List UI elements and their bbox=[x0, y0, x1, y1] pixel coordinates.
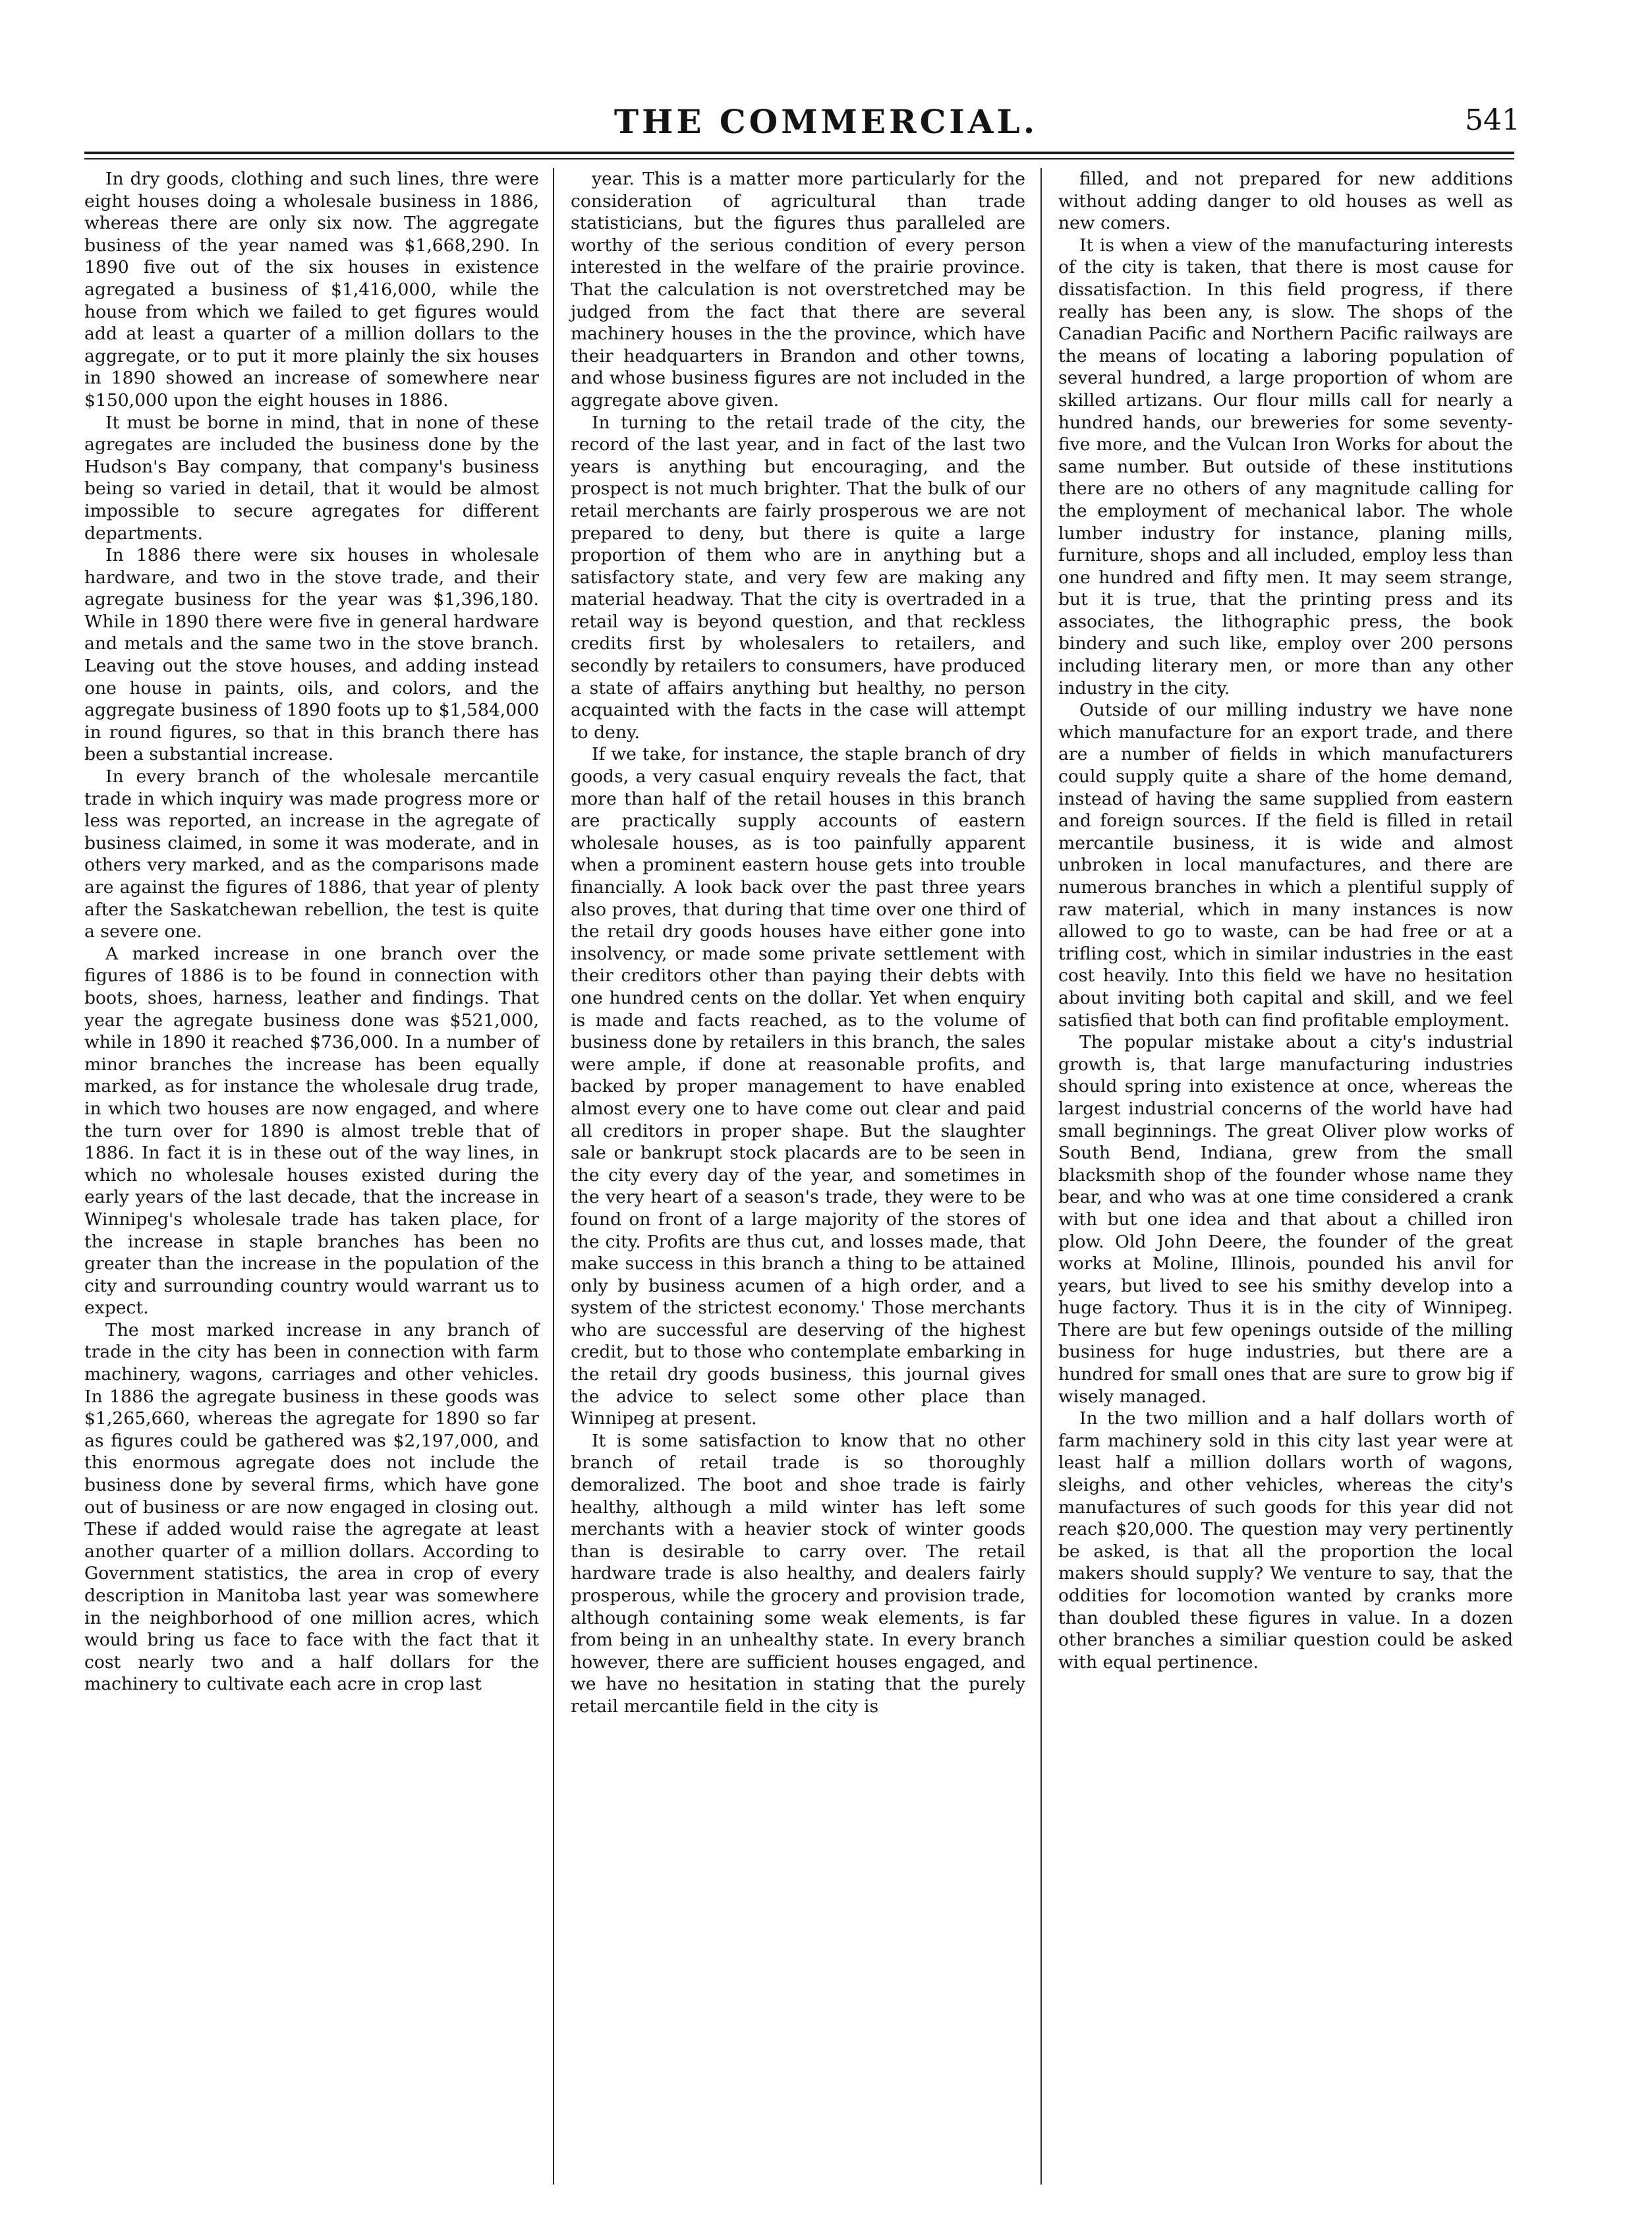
paragraph: If we take, for instance, the staple branch of dry goods, a very casual enquiry reveals the fact, that more than half of the retail houses in this branch are practically supply accounts of eastern wholesale houses, as is too painfully apparent when a prominent eastern house gets into trouble financially. A look back over the past three years also proves, that during that time over one third of the retail dry goods houses have either gone into insolvency, or made some private settlement with their creditors other than paying their debts with one hundred cents on the dollar. Yet when enquiry is made and facts reached, as to the volume of business done by retailers in this branch, the sales were ample, if done at reasonable profits, and backed by proper management to have enabled almost every one to have come out clear and paid all creditors in proper shape. But the slaughter sale or bankrupt stock placards are to be seen in the city every day of the year, and sometimes in the very heart of a season's trade, they were to be found on front of a large majority of the stores of the city. Profits are thus cut, and losses made, that make success in this branch a thing to be attained only by business acumen of a high order, and a system of the strictest economy.' Those merchants who are successful are deserving of the highest credit, but to those who contemplate embarking in the retail dry goods business, this journal gives the advice to select some other place than Winnipeg at present. bbox=[571, 744, 1025, 1429]
paragraph: In 1886 there were six houses in wholesale hardware, and two in the stove trade, and their agregate business for the year was $1,396,180. While in 1890 there were five in general hardware and metals and the same two in the stove branch. Leaving out the stove houses, and adding instead one house in paints, oils, and colors, and the aggregate business of 1890 foots up to $1,584,000 in round figures, so that in this branch there has been a substantial increase. bbox=[84, 545, 539, 765]
publication-title: THE COMMERCIAL. bbox=[613, 102, 1039, 141]
paragraph: In every branch of the wholesale mercantile trade in which inquiry was made progress more or less was reported, an increase in the agregate of business claimed, in some it was moderate, and in others very marked, and as the comparisons made are against the figures of 1886, that year of plenty after the Saskatchewan rebellion, the test is quite a severe one. bbox=[84, 766, 539, 942]
header-rule-thick bbox=[84, 152, 1514, 154]
paragraph: In the two million and a half dollars worth of farm machinery sold in this city last year were at least half a million dollars worth of wagons, sleighs, and other vehicles, whereas the city's manufactures of such goods for this year did not reach $20,000. The question may very pertinently be asked, is that all the proportion the local makers should supply? We venture to say, that the oddities for locomotion wanted by cranks more than doubled these figures in value. In a dozen other branches a similiar question could be asked with equal pertinence. bbox=[1058, 1408, 1513, 1672]
column-divider bbox=[553, 168, 554, 2185]
article-column-3 bbox=[1058, 168, 1513, 1673]
article-column-2 bbox=[571, 168, 1025, 1718]
paragraph: It is some satisfaction to know that no other branch of retail trade is so thoroughly demoralized. The boot and shoe trade is fairly healthy, although a mild winter has left some merchants with a heavier stock of winter goods than is desirable to carry over. The retail hardware trade is also healthy, and dealers fairly prosperous, while the grocery and provision trade, although containing some weak elements, is far from being in an unhealthy state. In every branch however, there are sufficient houses engaged, and we have no hesitation in stating that the purely retail mercantile field in the city is bbox=[571, 1430, 1025, 1717]
header-rule-thin bbox=[84, 158, 1514, 159]
paragraph: A marked increase in one branch over the figures of 1886 is to be found in connection with boots, shoes, harness, leather and findings. That year the agregate business done was $521,000, while in 1890 it reached $736,000. In a number of minor branches the increase has been equally marked, as for instance the wholesale drug trade, in which two houses are now engaged, and where the turn over for 1890 is almost treble that of 1886. In fact it is in these out of the way lines, in which no wholesale houses existed during the early years of the last decade, that the increase in Winnipeg's wholesale trade has taken place, for the increase in staple branches has been no greater than the increase in the population of the city and surrounding country would warrant us to expect. bbox=[84, 943, 539, 1319]
paragraph: year. This is a matter more particularly for the consideration of agricultural than trade statisticians, but the figures thus paralleled are worthy of the serious condition of every person interested in the welfare of the prairie province. That the calculation is not overstretched may be judged from the fact that there are several machinery houses in the the province, which have their headquarters in Brandon and other towns, and whose business figures are not included in the aggregate above given. bbox=[571, 169, 1025, 411]
column-divider bbox=[1040, 168, 1042, 2185]
paragraph: It must be borne in mind, that in none of these agregates are included the business done by the Hudson's Bay company, that company's business being so varied in detail, that it would be almost impossible to secure agregates for different departments. bbox=[84, 412, 539, 544]
paragraph: In dry goods, clothing and such lines, thre were eight houses doing a wholesale business in 1886, whereas there are only six now. The aggregate business of the year named was $1,668,290. In 1890 five out of the six houses in existence agregated a business of $1,416,000, while the house from which we failed to get figures would add at least a quarter of a million dollars to the aggregate, or to put it more plainly the six houses in 1890 showed an increase of somewhere near $150,000 upon the eight houses in 1886. bbox=[84, 169, 539, 411]
paragraph: The most marked increase in any branch of trade in the city has been in connection with farm machinery, wagons, carriages and other vehicles. In 1886 the agregate business in these goods was $1,265,660, whereas the agregate for 1890 so far as figures could be gathered was $2,197,000, and this enormous agregate does not include the business done by several firms, which have gone out of business or are now engaged in closing out. These if added would raise the agregate at least another quarter of a million dollars. According to Government statistics, the area in crop of every description in Manitoba last year was somewhere in the neighborhood of one million acres, which would bring us face to face with the fact that it cost nearly two and a half dollars for the machinery to cultivate each acre in crop last bbox=[84, 1319, 539, 1695]
paragraph: The popular mistake about a city's industrial growth is, that large manufacturing industries should spring into existence at once, whereas the largest industrial concerns of the world have had small beginnings. The great Oliver plow works of South Bend, Indiana, grew from the small blacksmith shop of the founder whose name they bear, and who was at one time considered a crank with but one idea and that about a chilled iron plow. Old John Deere, the founder of the great works at Moline, Illinois, pounded his anvil for years, but lived to see his smithy develop into a huge factory. Thus it is in the city of Winnipeg. There are but few openings outside of the milling business for huge industries, but there are a hundred for small ones that are sure to grow big if wisely managed. bbox=[1058, 1032, 1513, 1407]
paragraph: filled, and not prepared for new additions without adding danger to old houses as well as new comers. bbox=[1058, 169, 1513, 234]
page-number: 541 bbox=[1465, 103, 1520, 137]
paragraph: It is when a view of the manufacturing interests of the city is taken, that there is most cause for dissatisfaction. In this field progress, if there really has been any, is slow. The shops of the Canadian Pacific and Northern Pacific railways are the means of locating a laboring population of several hundred, a large proportion of whom are skilled artizans. Our flour mills call for nearly a hundred hands, our breweries for some seventy-five more, and the Vulcan Iron Works for about the same number. But outside of these institutions there are no others of any magnitude calling for the employment of mechanical labor. The whole lumber industry for instance, planing mills, furniture, shops and all included, employ less than one hundred and fifty men. It may seem strange, but it is true, that the printing press and its associates, the lithographic press, the book bindery and such like, employ over 200 persons including literary men, or more than any other industry in the city. bbox=[1058, 235, 1513, 699]
paragraph: Outside of our milling industry we have none which manufacture for an export trade, and there are a number of fields in which manufacturers could supply quite a share of the home demand, instead of having the same supplied from eastern and foreign sources. If the field is filled in retail mercantile business, it is wide and almost unbroken in local manufactures, and there are numerous branches in which a plentiful supply of raw material, which in many instances is now allowed to go to waste, can be had free or at a trifling cost, which in similar industries in the east cost heavily. Into this field we have no hesitation about inviting both capital and skill, and we feel satisfied that both can find profitable employment. bbox=[1058, 700, 1513, 1031]
article-column-1 bbox=[84, 168, 539, 1696]
paragraph: In turning to the retail trade of the city, the record of the last year, and in fact of the last two years is anything but encouraging, and the prospect is not much brighter. That the bulk of our retail merchants are fairly prosperous we are not prepared to deny, but there is quite a large proportion of them who are in anything but a satisfactory state, and very few are making any material headway. That the city is overtraded in a retail way is beyond question, and that reckless credits first by wholesalers to retailers, and secondly by retailers to consumers, have produced a state of affairs anything but healthy, no person acquainted with the facts in the case will attempt to deny. bbox=[571, 412, 1025, 743]
masthead bbox=[0, 102, 1652, 142]
